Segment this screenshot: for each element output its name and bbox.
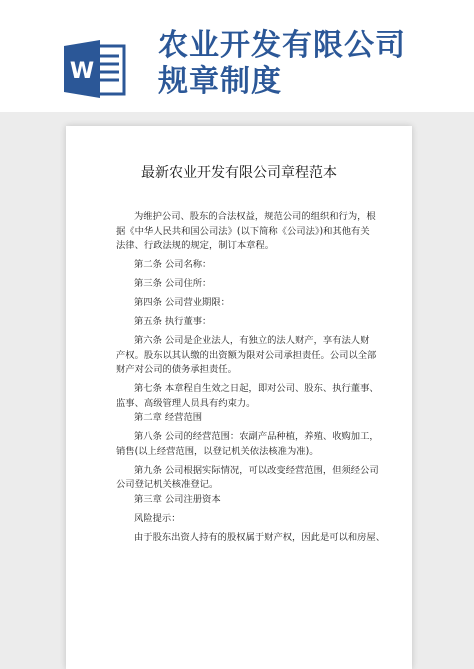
body-line: 财产对公司的债务承担责任。 [116,364,237,375]
body-line: 由于股东出资人持有的股权属于财产权，因此是可以和房屋、 [134,531,386,543]
body-line: 第二章 经营范围 [134,412,203,423]
document-title: 最新农业开发有限公司章程范本 [141,165,337,181]
body-line: 销售(以上经营范围，以登记机关依法核准为准)。 [116,445,319,457]
body-line: 第三条 公司住所： [134,278,212,289]
body-line: 第八条 公司的经营范围：农副产品种植，养殖、收购加工， [134,431,379,442]
body-line: 为维护公司、股东的合法权益，规范公司的组织和行为，根 [134,211,376,222]
body-line: 公司登记机关核准登记。 [116,479,219,490]
document-body [116,210,386,545]
document-page [66,126,412,669]
body-line: 第七条 本章程自生效之日起，即对公司、股东、执行董事、 [134,383,379,394]
banner-title [158,28,406,100]
body-line: 第五条 执行董事： [134,316,212,327]
banner-header [0,0,474,112]
word-icon-letter: W [69,59,95,84]
body-line: 监事、高级管理人员具有约束力。 [116,397,256,409]
body-line: 产权。股东以其认缴的出资额为限对公司承担责任。公司以全部 [116,349,377,361]
body-line: 第六条 公司是企业法人，有独立的法人财产，享有法人财 [134,335,370,346]
body-line: 第四条 公司营业期限： [134,297,230,308]
body-line: 法律、行政法规的规定，制订本章程。 [116,240,275,251]
body-line: 第三章 公司注册资本 [134,493,221,505]
banner-title-line-2: 规章制度 [158,64,282,99]
word-document-icon [64,40,126,98]
body-line: 第二条 公司名称： [134,259,212,270]
body-line: 风险提示： [134,512,181,524]
banner-title-line-1: 农业开发有限公司 [158,28,406,63]
body-line: 第九条 公司根据实际情况，可以改变经营范围，但须经公司 [134,464,379,476]
body-line: 据《中华人民共和国公司法》(以下简称《公司法》)和其他有关 [116,225,370,237]
